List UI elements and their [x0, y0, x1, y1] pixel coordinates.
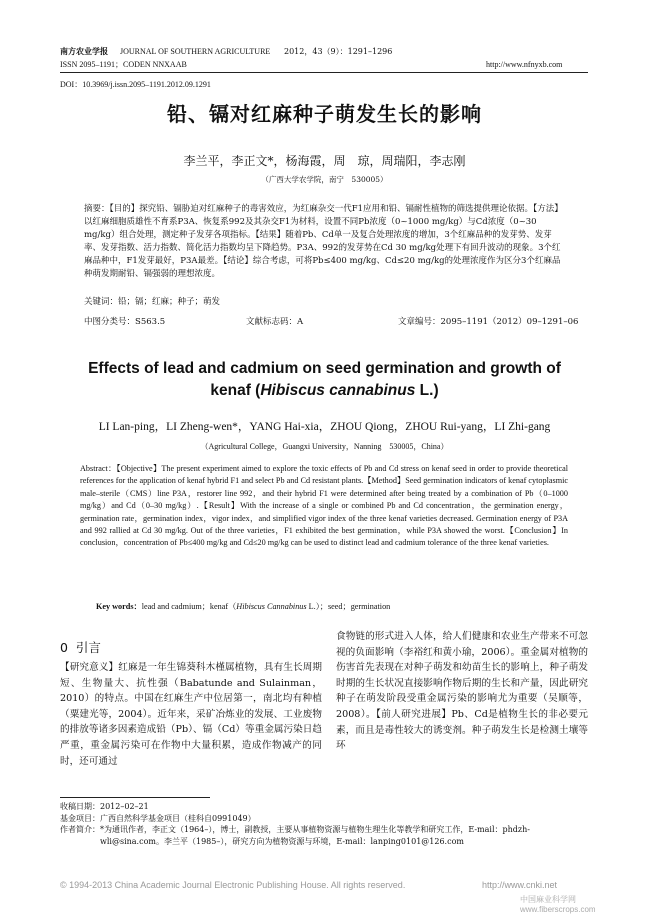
abstract-cn: 摘要：【目的】探究铅、镉胁迫对红麻种子的毒害效应，为红麻杂交一代F1应用和铅、镉耐性植物的筛选提供理论依据。【方法】以红麻细胞质雄性不育系P3A、恢复系992及其杂交F1为材料，设置不同Pb浓度（0~1000 mg/kg）与Cd浓度（0~30 mg/kg）组合处理，测定种子发芽各项指标。【结果】随着Pb、Cd单一及复合处理浓度的增加，3个红麻品种的发芽势、发芽率、发芽指数、活力指数、简化活力指数均呈下降趋势。P3A、992的发芽势在Cd 30 mg/kg处理下有回升波动的现象。3个红麻品种中，F1发芽最好，P3A最差。【结论】综合考虑，可将Pb≤400 mg/kg、Cd≤20 mg/kg的处理浓度作为区分3个红麻品种萌发期耐铅、镉强弱的理想浓度。 [84, 204, 563, 279]
received-date: 收稿日期：2012–02–21 [60, 802, 149, 811]
author-bio-line2: wli@sina.com。李兰平（1985–），研究方向为植物资源与环境，E-mail：lanping0101@126.com [100, 836, 464, 846]
issn: ISSN 2095–1191；CODEN NNXAAB [60, 60, 187, 69]
copyright: © 1994-2013 China Academic Journal Electronic Publishing House. All rights reserved. [60, 880, 406, 890]
journal-url[interactable]: http://www.nfnyxb.com [486, 60, 563, 69]
journal-name-cn: 南方农业学报 [60, 46, 108, 56]
keywords-cn: 关键词：铅；镉；红麻；种子；萌发 [84, 297, 221, 307]
header-rule [60, 72, 588, 73]
cnki-url[interactable]: http://www.cnki.net [482, 880, 558, 890]
body-column-left: 【研究意义】红麻是一年生锦葵科木槿属植物，具有生长周期短、生物量大、抗性强（Babatunde and Sulainman，2010）的特点。中国在红麻生产中位居第一，南北均有种植（粟建光等，2004）。近年来，采矿冶炼业的发展、工业废物的排放等诸多因素造成铅（Pb）、镉（Cd）等重金属污染日趋严重，重金属污染可在作物中大量积累，造成作物减产的同时，还可通过 [60, 662, 322, 767]
journal-name-en: JOURNAL OF SOUTHERN AGRICULTURE [120, 47, 271, 56]
article-number: 文章编号：2095–1191（2012）09–1291–06 [398, 317, 579, 327]
footnotes [60, 801, 590, 847]
title-cn: 铅、镉对红麻种子萌发生长的影响 [167, 102, 482, 126]
abstract-en: Abstract：【Objective】The present experiment aimed to explore the toxic effects of Pb and Cd stress on kenaf seed in order to provide theoretical references for the application of kenaf hybrid F1 and select Pb and Cd resistant plants.【Method】Seed germination indicators of kenaf cytoplasmic male–sterile（CMS）line P3A，restorer line 992，and their hybrid F1 were determined after being treated by a combination of Pb（0–1000 mg/kg）and Cd（0–30 mg/kg）.【Result】With the increase of a single or combined Pb and Cd concentration，the germination energy，germination rate，germination index，vigor index，and simplified vigor index of the three kenaf varieties decreased. Germination energy of P3A and 992 rallied at Cd 30 mg/kg. Out of the three varieties，F1 exhibited the best germination，while P3A showed the worst.【Conclusion】In conclusion，concentration of Pb≤400 mg/kg and Cd≤20 mg/kg can be used to distinct lead and cadmium tolerance of the three kenaf varieties. [80, 464, 568, 548]
section-heading: 0 引言 [60, 640, 101, 655]
clc-number: 中图分类号：S563.5 [84, 317, 166, 327]
document-code: 文献标志码：A [246, 317, 304, 327]
footnote-rule [60, 797, 210, 798]
affiliation-en: （Agricultural College，Guangxi University，Nanning 530005，China） [200, 442, 449, 451]
author-bio-line1: 作者简介：*为通讯作者，李正文（1964–），博士，副教授，主要从事植物资源与植物生理生化等教学和研究工作，E-mail：phdzh- [60, 825, 530, 834]
authors-cn: 李兰平，李正文*，杨海霞，周 琼，周瑞阳，李志刚 [183, 154, 466, 168]
title-en: Effects of lead and cadmium on seed germination and growth of kenaf (Hibiscus cannabinus L.) [88, 360, 561, 399]
fund-info: 基金项目：广西自然科学基金项目（桂科自0991049） [60, 813, 256, 823]
keywords-en: Key words：lead and cadmium；kenaf（Hibiscus Cannabinus L.）；seed；germination [96, 602, 391, 611]
affiliation-cn: （广西大学农学院，南宁 530005） [261, 175, 388, 184]
watermark: 中国麻业科学网 www.fiberscrops.com [520, 895, 596, 914]
doi[interactable]: DOI：10.3969/j.issn.2095–1191.2012.09.1291 [60, 80, 211, 89]
body-column-right: 食物链的形式进入人体，给人们健康和农业生产带来不可忽视的负面影响（李裕红和黄小瑜，2006）。重金属对植物的伤害首先表现在对种子萌发和幼苗生长的影响上，种子萌发时期的生长状况直接影响作物后期的生长和产量，因此研究种子在萌发阶段受重金属污染的影响尤为重要（吴顺等，2008）。【前人研究进展】Pb、Cd是植物生长的非必要元素，而且是毒性较大的诱变剂。种子萌发生长是检测土壤等环 [336, 631, 588, 752]
authors-en: LI Lan-ping，LI Zheng-wen*，YANG Hai-xia，ZHOU Qiong，ZHOU Rui-yang，LI Zhi-gang [98, 421, 551, 433]
journal-citation: 2012，43（9）：1291–1296 [284, 47, 393, 56]
